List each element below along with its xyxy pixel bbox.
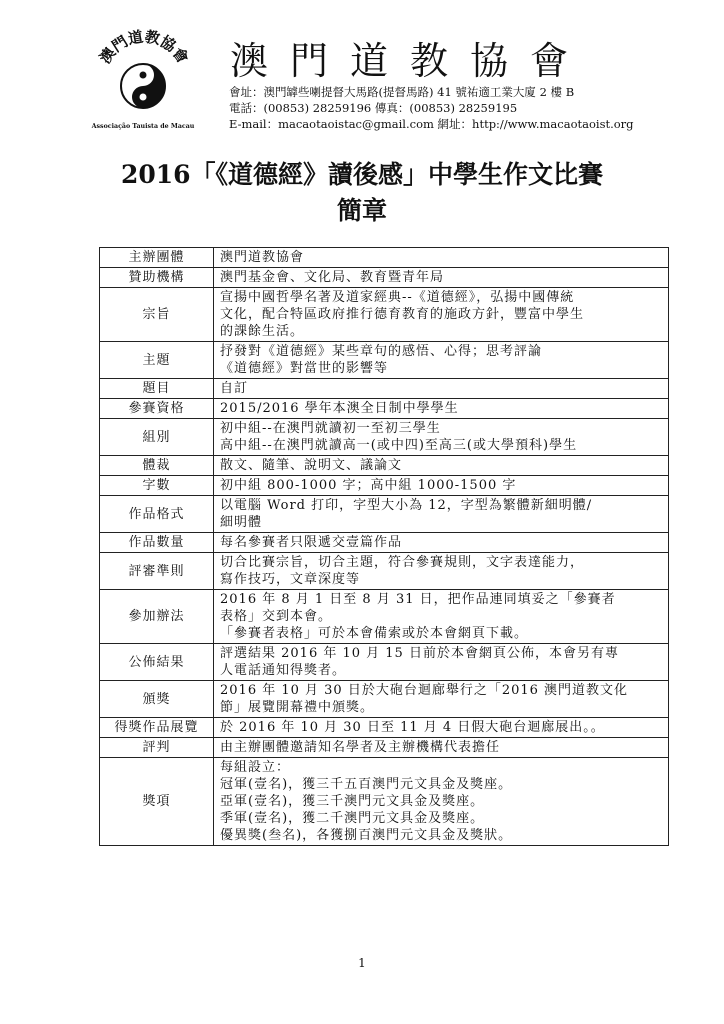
- table-row: [100, 738, 669, 758]
- competition-rules-table: [99, 247, 669, 846]
- table-row: [100, 718, 669, 738]
- row-value: [214, 456, 669, 476]
- row-label: 主題: [100, 342, 214, 379]
- value-line: 高中組--在澳門就讀高一(或中四)至高三(或大學預科)學生: [220, 438, 578, 453]
- svg-text:澳門道教協會: [96, 28, 192, 67]
- table-row: [100, 248, 669, 268]
- logo-caption: Associação Tauista de Macau: [91, 123, 195, 130]
- table-row: [100, 533, 669, 553]
- value-line: 由主辦團體邀請知名學者及主辦機構代表擔任: [220, 740, 501, 755]
- value-line: 優異獎(叁名)，各獲捌百澳門元文具金及獎狀。: [220, 828, 513, 843]
- table-row: [100, 288, 669, 342]
- table-row: [100, 590, 669, 644]
- row-label: 組別: [100, 419, 214, 456]
- table-row: [100, 758, 669, 846]
- value-line: 2015/2016 學年本澳全日制中學學生: [220, 401, 459, 416]
- value-line: 於 2016 年 10 月 30 日至 11 月 4 日假大砲台迴廊展出。。: [220, 720, 605, 735]
- document-subtitle: 簡章: [336, 196, 387, 225]
- organization-name: 澳門道教協會: [230, 39, 591, 83]
- row-label: 評判: [100, 738, 214, 758]
- row-label: 作品格式: [100, 496, 214, 533]
- letterhead: [84, 20, 684, 138]
- value-line: 季軍(壹名)，獲二千澳門元文具金及獎座。: [220, 811, 485, 826]
- row-value: [214, 644, 669, 681]
- row-value: [214, 590, 669, 644]
- row-value: [214, 681, 669, 718]
- row-label: 得獎作品展覽: [100, 718, 214, 738]
- row-value: [214, 738, 669, 758]
- value-line: 的課餘生活。: [220, 324, 305, 339]
- table-row: [100, 342, 669, 379]
- row-label: 頒獎: [100, 681, 214, 718]
- row-value: [214, 342, 669, 379]
- association-logo: [84, 20, 202, 138]
- value-line: 評選結果 2016 年 10 月 15 日前於本會網頁公佈，本會另有專: [220, 646, 619, 661]
- phone-fax-line: 電話：(00853) 28259196 傳真：(00853) 28259195: [229, 101, 518, 115]
- value-line: 每名參賽者只限遞交壹篇作品: [220, 535, 403, 550]
- row-value: [214, 268, 669, 288]
- row-label: 體裁: [100, 456, 214, 476]
- value-line: 《道德經》對當世的影響等: [220, 361, 389, 376]
- row-label: 贊助機構: [100, 268, 214, 288]
- row-label: 題目: [100, 379, 214, 399]
- row-label: 作品數量: [100, 533, 214, 553]
- row-value: [214, 758, 669, 846]
- row-value: [214, 718, 669, 738]
- value-line: 初中組--在澳門就讀初一至初三學生: [220, 421, 441, 436]
- row-value: [214, 419, 669, 456]
- table-row: [100, 644, 669, 681]
- value-line: 2016 年 10 月 30 日於大砲台迴廊舉行之「2016 澳門道教文化: [220, 683, 629, 698]
- table-row: [100, 379, 669, 399]
- table-row: [100, 419, 669, 456]
- contact-info: [229, 84, 634, 132]
- row-label: 主辦團體: [100, 248, 214, 268]
- value-line: 冠軍(壹名)，獲三千五百澳門元文具金及獎座。: [220, 777, 513, 792]
- value-line: 澳門基金會、文化局、教育暨青年局: [220, 270, 445, 285]
- document-title: 2016「《道德經》讀後感」中學生作文比賽: [120, 160, 604, 189]
- value-line: 以電腦 Word 打印，字型大小為 12，字型為繁體新細明體/: [220, 498, 593, 513]
- table-row: [100, 681, 669, 718]
- value-line: 自訂: [220, 381, 249, 396]
- address-line: 會址：澳門罅些喇提督大馬路(提督馬路) 41 號祐適工業大廈 2 樓 B: [229, 85, 575, 99]
- value-line: 文化，配合特區政府推行德育教育的施政方針，豐富中學生: [220, 307, 585, 322]
- row-label: 參加辦法: [100, 590, 214, 644]
- value-line: 散文、隨筆、說明文、議論文: [220, 458, 403, 473]
- table-row: [100, 456, 669, 476]
- value-line: 切合比賽宗旨，切合主題，符合參賽規則，文字表達能力，: [220, 555, 585, 570]
- value-line: 細明體: [220, 515, 263, 530]
- value-line: 人電話通知得獎者。: [220, 663, 347, 678]
- row-value: [214, 399, 669, 419]
- value-line: 表格」交到本會。: [220, 609, 333, 624]
- table-row: [100, 496, 669, 533]
- row-value: [214, 288, 669, 342]
- value-line: 宣揚中國哲學名著及道家經典--《道德經》，弘揚中國傳統: [220, 290, 575, 305]
- page-number: 1: [358, 956, 366, 970]
- value-line: 2016 年 8 月 1 日至 8 月 31 日，把作品連同填妥之「參賽者: [220, 592, 616, 607]
- logo-arc-text: 澳門道教協會: [95, 27, 193, 67]
- table-row: [100, 399, 669, 419]
- table-row: [100, 476, 669, 496]
- row-label: 宗旨: [100, 288, 214, 342]
- row-label: 字數: [100, 476, 214, 496]
- row-value: [214, 379, 669, 399]
- value-line: 初中組 800-1000 字；高中組 1000-1500 字: [220, 478, 517, 493]
- row-value: [214, 496, 669, 533]
- value-line: 澳門道教協會: [220, 250, 305, 265]
- value-line: 每組設立：: [220, 760, 291, 775]
- table-row: [100, 553, 669, 590]
- email-web-line: E-mail：macaotaoistac@gmail.com 網址：http://www.macaotaoist.org: [229, 117, 634, 131]
- row-value: [214, 476, 669, 496]
- row-label: 參賽資格: [100, 399, 214, 419]
- row-value: [214, 248, 669, 268]
- value-line: 節」展覽開幕禮中頒獎。: [220, 700, 375, 715]
- value-line: 抒發對《道德經》某些章句的感悟、心得；思考評論: [220, 344, 543, 359]
- row-label: 獎項: [100, 758, 214, 846]
- row-label: 評審準則: [100, 553, 214, 590]
- value-line: 亞軍(壹名)，獲三千澳門元文具金及獎座。: [220, 794, 485, 809]
- row-value: [214, 553, 669, 590]
- table-row: [100, 268, 669, 288]
- value-line: 寫作技巧，文章深度等: [220, 572, 361, 587]
- row-label: 公佈結果: [100, 644, 214, 681]
- row-value: [214, 533, 669, 553]
- value-line: 「參賽者表格」可於本會備索或於本會網頁下載。: [220, 626, 529, 641]
